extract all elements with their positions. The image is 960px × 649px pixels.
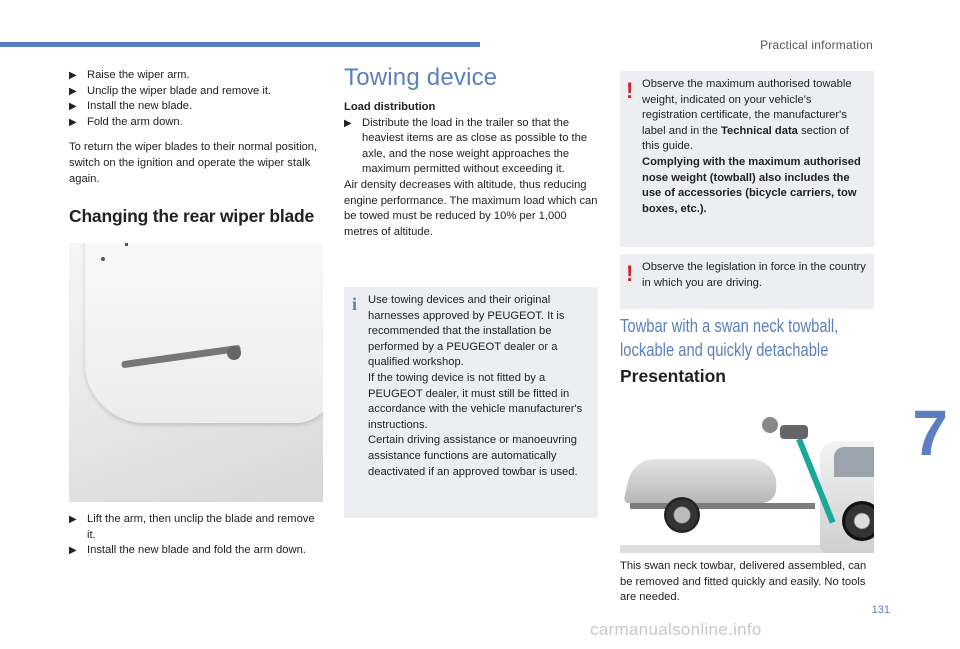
trailer-wheel	[664, 497, 700, 533]
towbar-illustration	[620, 401, 874, 553]
jetski	[623, 459, 782, 503]
towing-device-title: Towing device	[344, 64, 498, 91]
page-number: 131	[871, 604, 890, 616]
bullet-arrow-icon: ▶	[344, 117, 352, 129]
towbar-key	[780, 425, 808, 439]
warning-box-weight: ! Observe the maximum authorised towable weight, indicated on your vehicle's registration certificate, the manufacturer's label and in the Technical data section of this guide. Complying with the maximum authorised nose weight (towball) also includes the use of accessories (bicycle carriers, tow boxes, etc.).	[620, 71, 874, 247]
warning-icon: !	[626, 78, 634, 103]
warning-box-legislation: ! Observe the legislation in force in the country in which you are driving.	[620, 254, 874, 309]
list-item: ▶ Distribute the load in the trailer so that the heaviest items are as close as possible to the axle, and the nose weight approaches the maximum permitted without exceeding it.	[344, 116, 588, 176]
info-icon: i	[352, 294, 358, 314]
bullet-arrow-icon: ▶	[69, 85, 77, 97]
bullet-arrow-icon: ▶	[69, 514, 77, 526]
list-item: ▶ Raise the wiper arm.	[69, 68, 325, 84]
top-color-bar	[0, 42, 480, 47]
list-item: ▶ Install the new blade.	[69, 99, 325, 115]
presentation-heading: Presentation	[620, 366, 726, 386]
list-item: ▶ Install the new blade and fold the arm down.	[69, 543, 325, 559]
towball	[762, 417, 778, 433]
middle-column	[344, 64, 600, 240]
left-column	[69, 68, 325, 559]
towbar-caption: This swan neck towbar, delivered assembled, can be removed and fitted quickly and easily. No tools are needed.	[620, 560, 867, 604]
bullet-arrow-icon: ▶	[69, 116, 77, 128]
list-item: ▶ Unclip the wiper blade and remove it.	[69, 84, 325, 100]
vehicle-wheel	[842, 501, 874, 541]
watermark: carmanualsonline.info	[590, 620, 762, 639]
chapter-number: 7	[912, 397, 948, 469]
list-item: ▶ Fold the arm down.	[69, 115, 325, 131]
warning-icon: !	[626, 261, 634, 286]
section-title: Practical information	[760, 38, 873, 52]
trailer	[630, 503, 815, 509]
list-item: ▶ Lift the arm, then unclip the blade and remove it.	[69, 513, 315, 541]
bullet-arrow-icon: ▶	[69, 545, 77, 557]
wiper-return-paragraph: To return the wiper blades to their normal position, switch on the ignition and operate the wiper stalk again.	[69, 141, 318, 185]
rear-wiper-heading: Changing the rear wiper blade	[69, 206, 315, 227]
load-distribution-subheading: Load distribution	[344, 101, 436, 113]
bullet-arrow-icon: ▶	[69, 70, 77, 81]
rear-wiper-photo	[69, 243, 323, 502]
towbar-heading: Towbar with a swan neck towball, lockable and quickly detachable	[620, 316, 839, 360]
bullet-arrow-icon: ▶	[69, 101, 77, 113]
rear-window	[85, 243, 323, 423]
altitude-paragraph: Air density decreases with altitude, thus reducing engine performance. The maximum load which can be towed must be reduced by 10% per 1,000 metres of altitude.	[344, 178, 598, 238]
info-box: i Use towing devices and their original harnesses approved by PEUGEOT. It is recommended that the installation be performed by a PEUGEOT dealer or a qualified workshop. If the towing device is not fitted by a PEUGEOT dealer, it must still be fitted in accordance with the vehicle manufacturer's instructions. Certain driving assistance or manoeuvring assistance functions are automatically deactivated if an approved towbar is used.	[344, 287, 598, 518]
